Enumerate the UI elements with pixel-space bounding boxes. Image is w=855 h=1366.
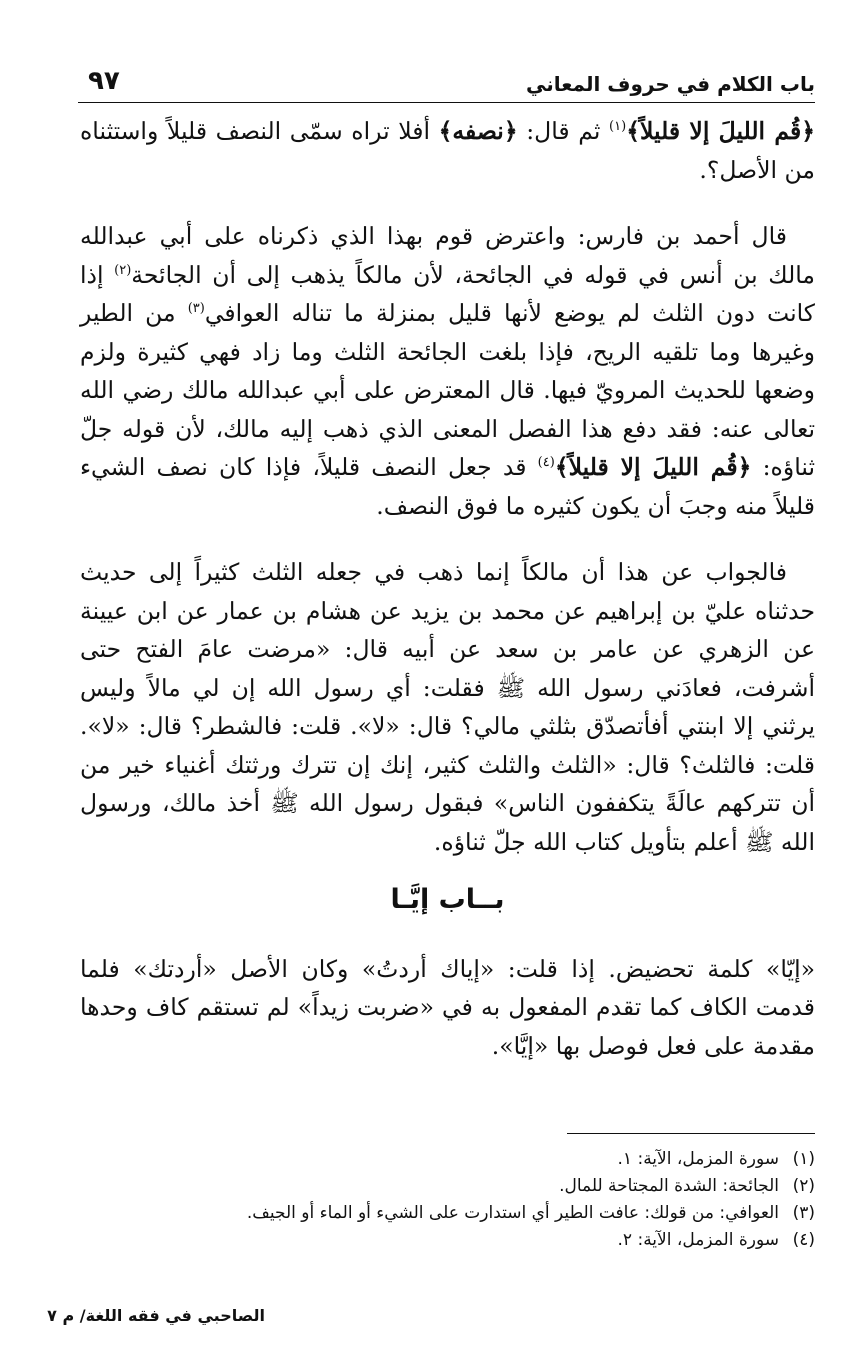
footnote	[80, 1227, 815, 1254]
text-run: أفلا تراه سمّى النصف قليلاً واستثناه من الأصل؟.	[80, 117, 815, 184]
text-run: إذا كانت دون الثلث لم يوضع لأنها قليل بمنزلة ما تناله العوافي	[80, 260, 815, 327]
text-run: قد جعل النصف قليلاً، فإذا كان نصف الشيء قليلاً منه وجبَ أن يكون كثيره ما فوق النصف.	[80, 453, 815, 520]
footnote-text: الجائحة: الشدة المجتاحة للمال.	[559, 1176, 779, 1196]
quran-quote: ﴿نصفه﴾	[438, 117, 518, 145]
chapter-title: باب الكلام في حروف المعاني	[526, 72, 815, 96]
section-heading: بــاب إيَّـا	[390, 884, 505, 915]
footnote-ref-4: (٤)	[537, 455, 555, 471]
text-run: من الطير وغيرها وما تلقيه الريح، فإذا بلغت الجائحة الثلث وما زاد فهي كثيرة ولزم وضعها للحديث المرويّ فيها. قال المعترض على أبي عبدالله مالك رضي الله تعالى عنه: فقد دفع هذا الفصل المعنى الذي ذهب إليه مالك، لأن قوله جلّ ثناؤه:	[80, 299, 816, 481]
footnote-number: (٢)	[792, 1176, 815, 1196]
quran-quote: ﴿قُم الليلَ إلا قليلاً﴾	[626, 117, 816, 145]
footnote-ref-1: (١)	[609, 119, 627, 135]
footnotes	[80, 1146, 815, 1254]
footnote-number: (١)	[792, 1149, 815, 1169]
footnote-number: (٣)	[792, 1203, 815, 1223]
footnote	[80, 1146, 815, 1173]
footnote-text: العوافي: من قولك: عافت الطير أي استدارت على الشيء أو الماء أو الجيف.	[246, 1203, 779, 1223]
quran-quote: ﴿قُم الليلَ إلا قليلاً﴾	[554, 453, 752, 481]
page-number: ٩٧	[88, 66, 120, 96]
page-footer-signature: الصاحبي في فقه اللغة/ م ٧	[47, 1306, 265, 1325]
footnote-text: سورة المزمل، الآية: ٢.	[617, 1230, 779, 1250]
footnote-number: (٤)	[792, 1230, 815, 1250]
footnote-divider	[567, 1133, 815, 1134]
text-run: ثم قال:	[517, 117, 610, 145]
paragraph-2	[80, 217, 815, 525]
footnote-text: سورة المزمل، الآية: ١.	[617, 1149, 779, 1169]
paragraph-3: فالجواب عن هذا أن مالكاً إنما ذهب في جعله الثلث كثيراً إلى حديث حدثناه عليّ بن إبراهيم عن محمد بن يزيد عن هشام بن عمار عن ابن عيينة عن الزهري عن عامر بن سعد عن أبيه قال: «مرضت عامَ الفتح حتى أشرفت، فعادَني رسول الله ﷺ فقلت: أي رسول الله إن لي مالاً وليس يرثني إلا ابنتي أفأتصدّق بثلثي مالي؟ قال: «لا». قلت: فالشطر؟ قال: «لا». قلت: فالثلث؟ قال: «الثلث والثلث كثير، إنك إن تترك ورثتك أغنياء خير من أن تتركهم عالَةً يتكففون الناس» فبقول رسول الله ﷺ أخذ مالك، ورسول الله ﷺ أعلم بتأويل كتاب الله جلّ ثناؤه.	[80, 558, 815, 856]
footnote	[80, 1173, 815, 1200]
running-header	[78, 62, 815, 103]
main-text	[80, 112, 815, 1065]
paragraph-4: «إيّا» كلمة تحضيض. إذا قلت: «إياك أردتُ» وكان الأصل «أردتك» فلما قدمت الكاف كما تقدم المفعول به في «ضربت زيداً» لم تستقم كاف وحدها مقدمة على فعل فوصل بها «إيَّا».	[80, 954, 815, 1060]
paragraph-1	[80, 112, 815, 189]
text-run: قال أحمد بن فارس: واعترض قوم بهذا الذي ذكرناه على أبي عبدالله مالك بن أنس في قوله في الجائحة، لأن مالكاً يذهب إلى أن الجائحة	[80, 222, 815, 289]
footnote	[80, 1200, 815, 1227]
footnote-ref-3: (٣)	[187, 301, 205, 317]
footnote-ref-2: (٢)	[114, 262, 132, 278]
